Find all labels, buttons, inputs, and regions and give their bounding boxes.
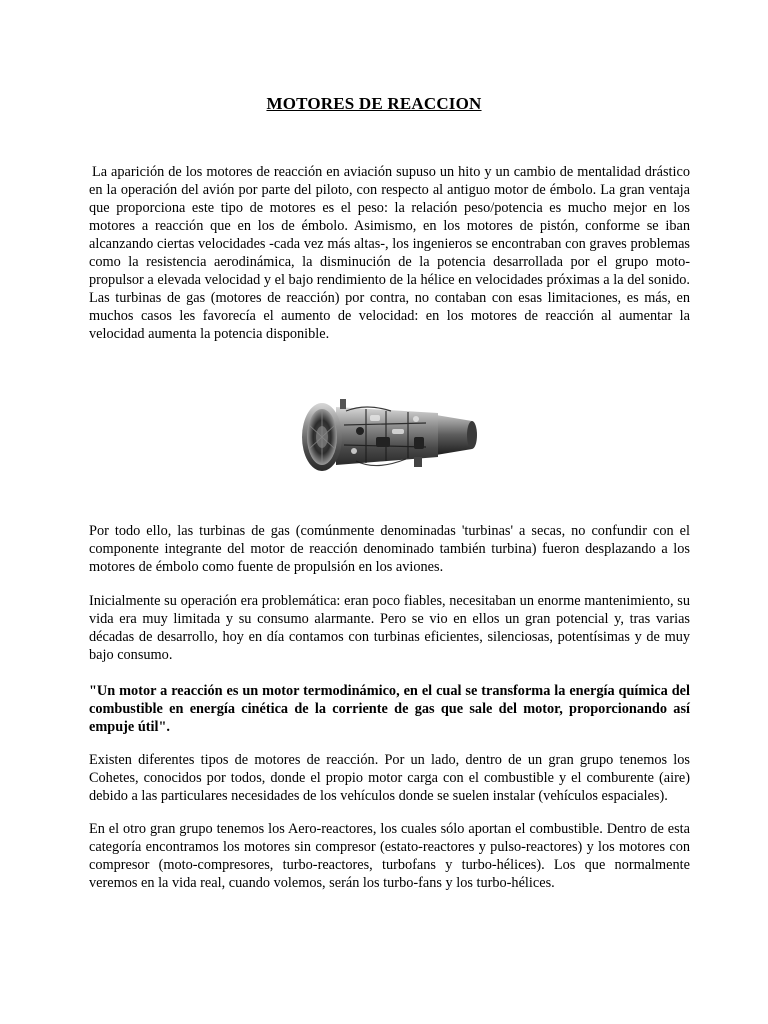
paragraph-rockets: Existen diferentes tipos de motores de reacción. Por un lado, dentro de un gran grupo tenemos los Cohetes, conocidos por todos, donde el propio motor carga con el combustible y el comburente (aire) debido a las particulares necesidades de los vehículos donde se suelen instalar (vehículos espaciales). <box>89 752 690 804</box>
paragraph-intro: La aparición de los motores de reacción en aviación supuso un hito y un cambio de mentalidad drástico en la operación del avión por parte del piloto, con respecto al antiguo motor de émbolo. La gran ventaja que proporciona este tipo de motores es el peso: la relación peso/potencia es mucho mejor en los motores a reacción que en los de émbolo. Asimismo, en los motores de pistón, conforme se iban alcanzando ciertas velocidades -cada vez más altas-, los ingenieros se encontraban con graves problemas como la resistencia aerodinámica, la disminución de la potencia desarrollada por el grupo moto-propulsor a elevada velocidad y el bajo rendimiento de la hélice en velocidades próximas a la del sonido. Las turbinas de gas (motores de reacción) por contra, no contaban con esas limitaciones, es más, en muchos casos les favorecía el aumento de velocidad: en los motores de reacción al aumentar la velocidad aumenta la potencia disponible. <box>89 164 690 342</box>
paragraph-history: Por todo ello, las turbinas de gas (comúnmente denominadas 'turbinas' a secas, no confundir con el componente integrante del motor de reacción denominado también turbina) fueron desplazando a los motores de émbolo como fuente de propulsión en los aviones. <box>89 523 690 575</box>
paragraph-definition: "Un motor a reacción es un motor termodinámico, en el cual se transforma la energía química del combustible en energía cinética de la corriente de gas que sale del motor, proporcionando así empuje útil". <box>89 683 690 735</box>
paragraph-development: Inicialmente su operación era problemática: eran poco fiables, necesitaban un enorme mantenimiento, su vida era muy limitada y su consumo alarmante. Pero se vio en ellos un gran potencial y, tras varias décadas de desarrollo, hoy en día contamos con turbinas eficientes, silenciosas, potentísimas y de muy bajo consumo. <box>89 593 690 663</box>
paragraph-aeroreactors: En el otro gran grupo tenemos los Aero-reactores, los cuales sólo aportan el combustible. Dentro de esta categoría encontramos los motores sin compresor (estato-reactores y pulso-reactores) y los motores con compresor (moto-compresores, turbo-reactores, turbofans y turbo-hélices). Los que normalmente veremos en la vida real, cuando volemos, serán los turbo-fans y los turbo-hélices. <box>89 821 690 891</box>
page-title: MOTORES DE REACCION <box>266 94 482 113</box>
jet-engine-icon <box>296 385 478 485</box>
